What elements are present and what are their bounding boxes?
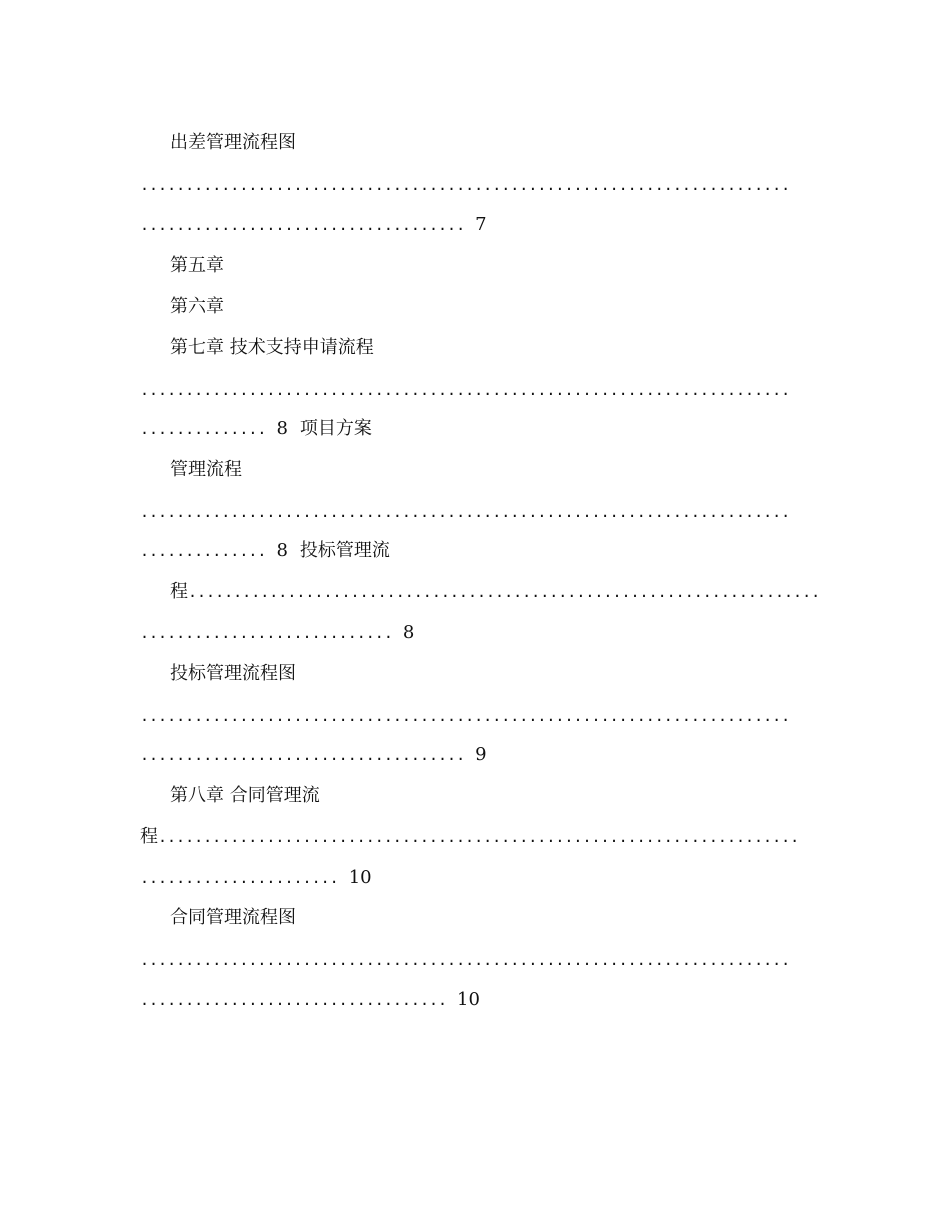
toc-page-number: 8	[276, 418, 288, 439]
toc-leader-dots: ....................................	[140, 746, 466, 764]
toc-entry-bid-management: 投标管理流	[299, 540, 390, 561]
toc-leader-line	[140, 213, 487, 237]
toc-leader-line	[140, 417, 372, 441]
toc-entry-bid-flowchart: 投标管理流程图	[170, 663, 296, 684]
toc-leader-line	[140, 621, 414, 645]
toc-page-number: 7	[475, 214, 487, 235]
toc-leader-line	[170, 580, 820, 604]
toc-leader-line	[140, 539, 390, 563]
toc-page-number: 10	[457, 989, 480, 1010]
toc-leader-dots: ..............	[140, 420, 267, 438]
toc-entry-chapter-6: 第六章	[170, 296, 224, 317]
toc-entry-management-process: 管理流程	[170, 459, 242, 480]
toc-page-number: 9	[475, 744, 487, 765]
toc-leader-dots: ........................................................................	[140, 503, 791, 521]
toc-entry-chapter-8: 第八章 合同管理流	[170, 785, 320, 806]
toc-leader-dots: ............................	[140, 624, 393, 642]
toc-leader-dots: ......................	[140, 869, 339, 887]
toc-entry-project-plan: 项目方案	[299, 418, 372, 439]
toc-leader-dots: ........................................................................	[140, 951, 791, 969]
toc-entry-travel-flowchart: 出差管理流程图	[170, 132, 296, 153]
toc-page-number: 10	[348, 867, 372, 888]
toc-entry-continuation: 程	[170, 581, 188, 602]
toc-leader-line	[140, 988, 480, 1012]
toc-leader-dots: ........................................................................	[140, 176, 791, 194]
toc-entry-contract-flowchart: 合同管理流程图	[170, 907, 296, 928]
toc-leader-dots: ....................................	[140, 216, 466, 234]
toc-leader-dots: ........................................................................	[140, 381, 791, 399]
toc-leader-line	[140, 866, 372, 890]
toc-entry-chapter-7: 第七章 技术支持申请流程	[170, 337, 374, 358]
toc-leader-line	[140, 825, 799, 849]
toc-leader-dots: ........................................................................	[140, 707, 791, 725]
toc-leader-dots: .......................................................................	[158, 828, 800, 846]
toc-leader-dots: ..................................	[140, 991, 448, 1009]
toc-page-number: 8	[276, 540, 288, 561]
toc-entry-continuation: 程	[140, 826, 158, 847]
toc-page-number: 8	[402, 622, 415, 643]
toc-leader-dots: ..............	[140, 542, 267, 560]
toc-entry-chapter-5: 第五章	[170, 255, 224, 276]
toc-leader-dots: ......................................................................	[188, 583, 821, 601]
toc-leader-line	[140, 743, 487, 767]
